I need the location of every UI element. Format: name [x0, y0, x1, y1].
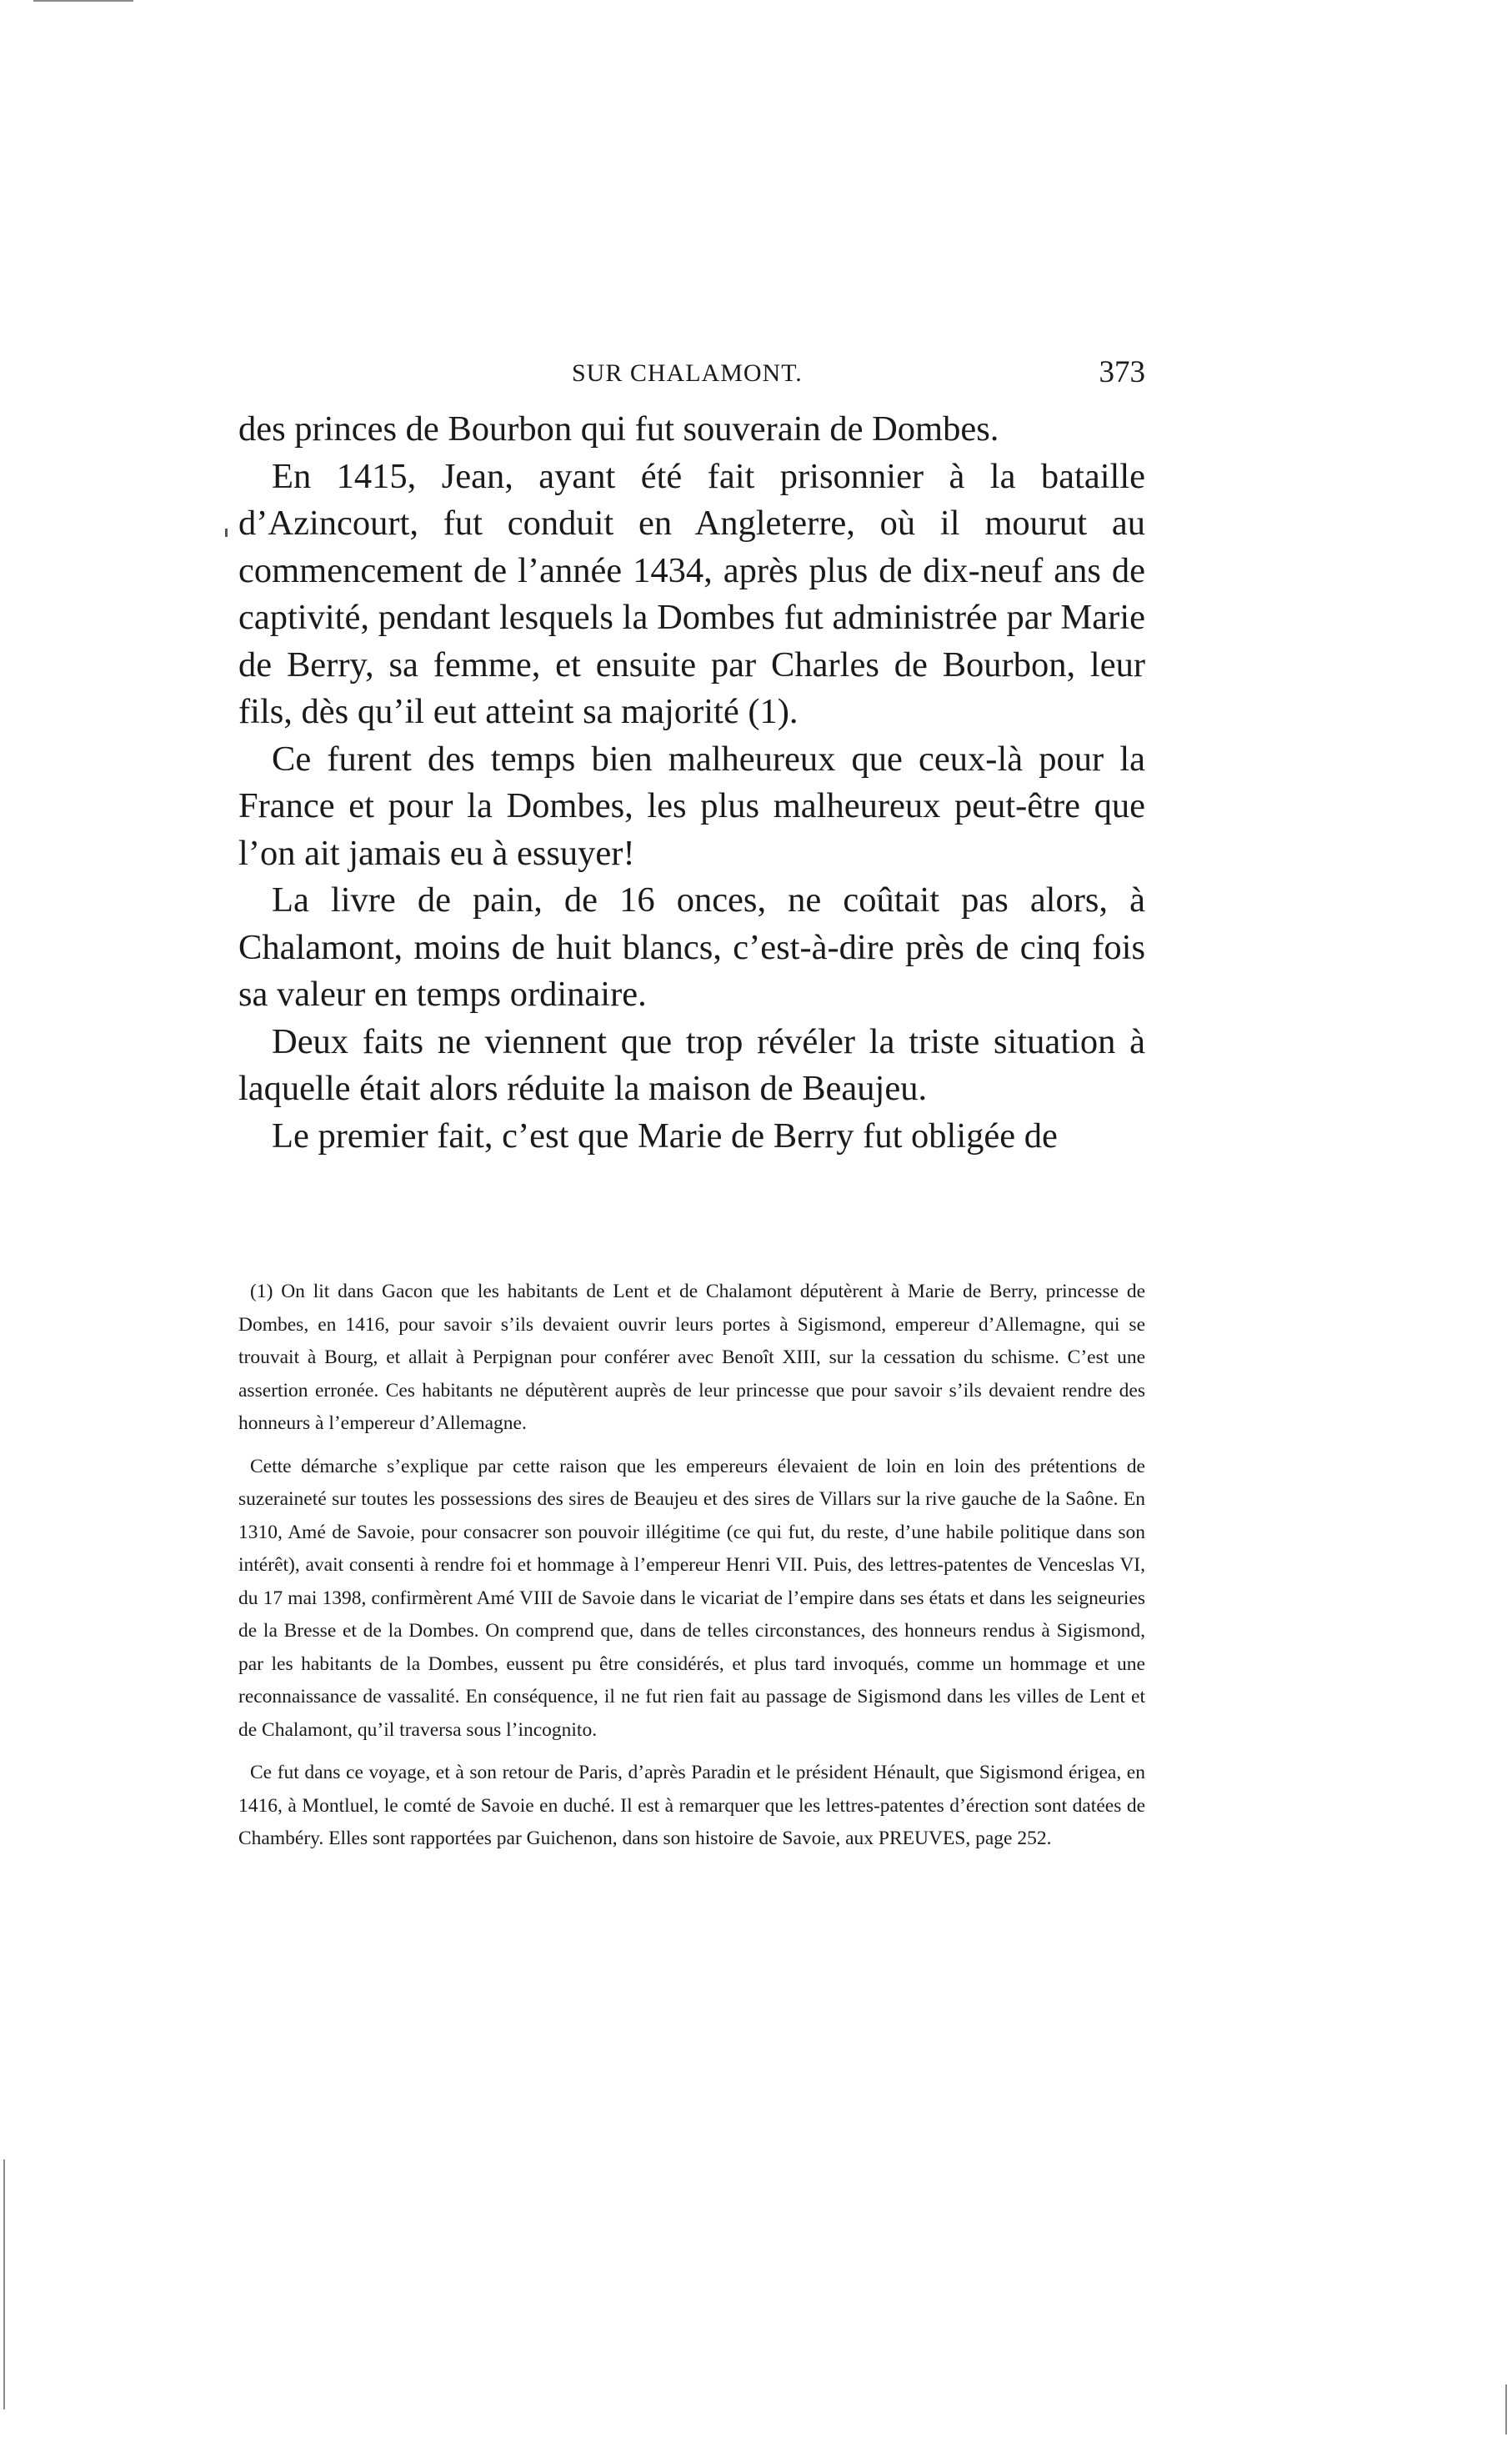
- running-title: SUR CHALAMONT.: [572, 359, 803, 387]
- paragraph: En 1415, Jean, ayant été fait prisonnier à la bataille d’Azincourt, fut conduit en Angleterre, où il mourut au commencement de l’année 1434, après plus de dix-neuf ans de captivité, pendant lesquels la Dombes fut administrée par Marie de Berry, sa femme, et ensuite par Charles de Bourbon, leur fils, dès qu’il eut atteint sa majorité (1).: [238, 456, 1145, 731]
- paragraph: Le premier fait, c’est que Marie de Berry fut obligée de: [272, 1116, 1058, 1156]
- footnotes: [238, 1276, 1145, 1866]
- footnote: (1) On lit dans Gacon que les habitants de Lent et de Chalamont députèrent à Marie de Berry, princesse de Dombes, en 1416, pour savoir s’ils devaient ouvrir leurs portes à Sigismond, empereur d’Allemagne, qui se trouvait à Bourg, et allait à Perpignan pour conférer avec Benoît XIII, sur la cessation du schisme. C’est une assertion erronée. Ces habitants ne députèrent auprès de leur princesse que pour savoir s’ils devaient rendre des honneurs à l’empereur d’Allemagne.: [238, 1281, 1145, 1434]
- scan-edge-mark-right: [1505, 2384, 1507, 2434]
- footnote-continuation: Ce fut dans ce voyage, et à son retour de Paris, d’après Paradin et le président Hénault, que Sigismond érigea, en 1416, à Montluel, le comté de Savoie en duché. Il est à remarquer que les lettres-patentes d’érection sont datées de Chambéry. Elles sont rapportées par Guichenon, dans son histoire de Savoie, aux PREUVES, page 252.: [238, 1762, 1145, 1849]
- footnote-continuation: Cette démarche s’explique par cette raison que les empereurs élevaient de loin en loin des prétentions de suzeraineté sur toutes les possessions des sires de Beaujeu et des sires de Villars sur la rive gauche de la Saône. En 1310, Amé de Savoie, pour consacrer son pouvoir illégitime (ce qui fut, du reste, d’une habile politique dans son intérêt), avait consenti à rendre foi et hommage à l’empereur Henri VII. Puis, des lettres-patentes de Venceslas VI, du 17 mai 1398, confirmèrent Amé VIII de Savoie dans le vicariat de l’empire dans ses états et dans les seigneuries de la Bresse et de la Dombes. On comprend que, dans de telles circonstances, des honneurs rendus à Sigismond, par les habitants de la Dombes, eussent pu être considérés, et plus tard invoqués, comme un hommage et une reconnaissance de vassalité. En conséquence, il ne fut rien fait au passage de Sigismond dans les villes de Lent et de Chalamont, qu’il traversa sous l’incognito.: [238, 1455, 1145, 1741]
- paragraph: Ce furent des temps bien malheureux que ceux-là pour la France et pour la Dombes, les plus malheureux peut-être que l’on ait jamais eu à essuyer!: [238, 739, 1145, 873]
- margin-mark: [225, 529, 228, 537]
- scan-edge-mark-top: [33, 0, 133, 2]
- page-number: 373: [1099, 355, 1145, 389]
- scan-edge-mark-left: [3, 2159, 5, 2409]
- page-header: [238, 354, 1145, 396]
- paragraph: Deux faits ne viennent que trop révéler la triste situation à laquelle était alors réduite la maison de Beaujeu.: [238, 1021, 1145, 1108]
- main-text: [238, 406, 1145, 1160]
- paragraph: La livre de pain, de 16 onces, ne coûtait pas alors, à Chalamont, moins de huit blancs, c’est-à-dire près de cinq fois sa valeur en temps ordinaire.: [238, 880, 1145, 1014]
- paragraph: des princes de Bourbon qui fut souverain de Dombes.: [238, 409, 999, 449]
